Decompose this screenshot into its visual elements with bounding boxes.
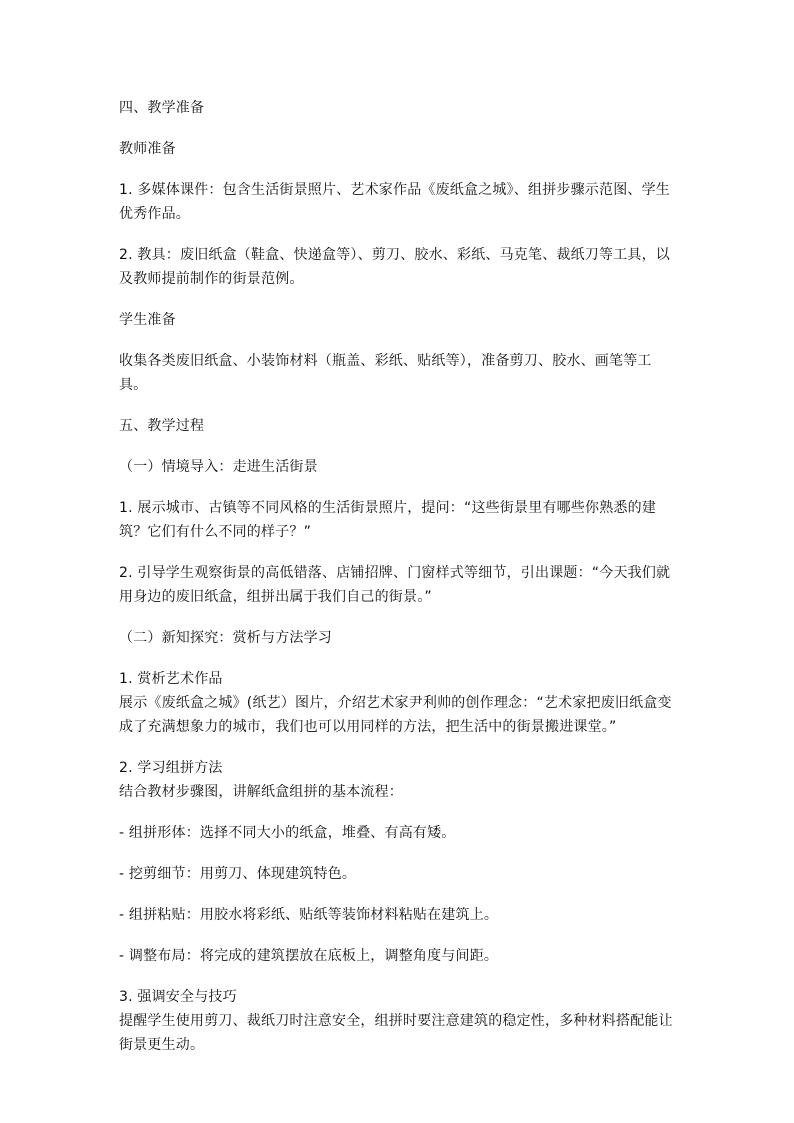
student-prep-text: 收集各类废旧纸盒、小装饰材料（瓶盖、彩纸、贴纸等），准备剪刀、胶水、画笔等工具。	[119, 353, 652, 393]
part-heading-intro: （一）情境导入：走进生活街景	[119, 459, 318, 475]
section-heading-teaching-prep: 四、教学准备	[119, 100, 205, 116]
method-step-2: - 挖剪细节：用剪刀、体现建筑特色。	[119, 866, 357, 882]
exploration-item-3-text: 提醒学生使用剪刀、裁纸刀时注意安全，组拼时要注意建筑的稳定性，多种材料搭配能让街景更生动。	[119, 1013, 673, 1053]
exploration-item-2-text: 结合教材步骤图，讲解纸盒组拼的基本流程：	[119, 784, 403, 800]
method-step-3: - 组拼粘贴：用胶水将彩纸、贴纸等装饰材料粘贴在建筑上。	[119, 907, 499, 923]
intro-item-2: 2. 引导学生观察街景的高低错落、店铺招牌、门窗样式等细节，引出课题：“今天我们就用身边的废旧纸盒，组拼出属于我们自己的街景。”	[119, 565, 671, 605]
exploration-item-1-title: 1. 赏析艺术作品	[119, 671, 223, 687]
subheading-student-prep: 学生准备	[119, 312, 176, 328]
subheading-teacher-prep: 教师准备	[119, 141, 176, 157]
exploration-item-3-title: 3. 强调安全与技巧	[119, 989, 237, 1005]
exploration-item-1-text: 展示《废纸盒之城》(纸艺）图片，介绍艺术家尹利帅的创作理念：“艺术家把废旧纸盒变成了充满想象力的城市，我们也可以用同样的方法，把生活中的街景搬进课堂。”	[119, 695, 672, 735]
method-step-4: - 调整布局：将完成的建筑摆放在底板上，调整角度与间距。	[119, 948, 499, 964]
teacher-prep-item-1: 1. 多媒体课件：包含生活街景照片、艺术家作品《废纸盒之城》、组拼步骤示范图、学生优秀作品。	[119, 182, 671, 222]
exploration-item-2-title: 2. 学习组拼方法	[119, 760, 223, 776]
method-step-1: - 组拼形体：选择不同大小的纸盒，堆叠、有高有矮。	[119, 825, 456, 841]
section-heading-teaching-process: 五、教学过程	[119, 418, 205, 434]
intro-item-1: 1. 展示城市、古镇等不同风格的生活街景照片，提问：“这些街景里有哪些你熟悉的建筑？它们有什么不同的样子？”	[119, 500, 657, 540]
part-heading-exploration: （二）新知探究：赏析与方法学习	[119, 630, 332, 646]
teacher-prep-item-2: 2. 教具：废旧纸盒（鞋盒、快递盒等）、剪刀、胶水、彩纸、马克笔、裁纸刀等工具，以及教师提前制作的街景范例。	[119, 247, 671, 287]
document-body	[119, 96, 679, 1057]
